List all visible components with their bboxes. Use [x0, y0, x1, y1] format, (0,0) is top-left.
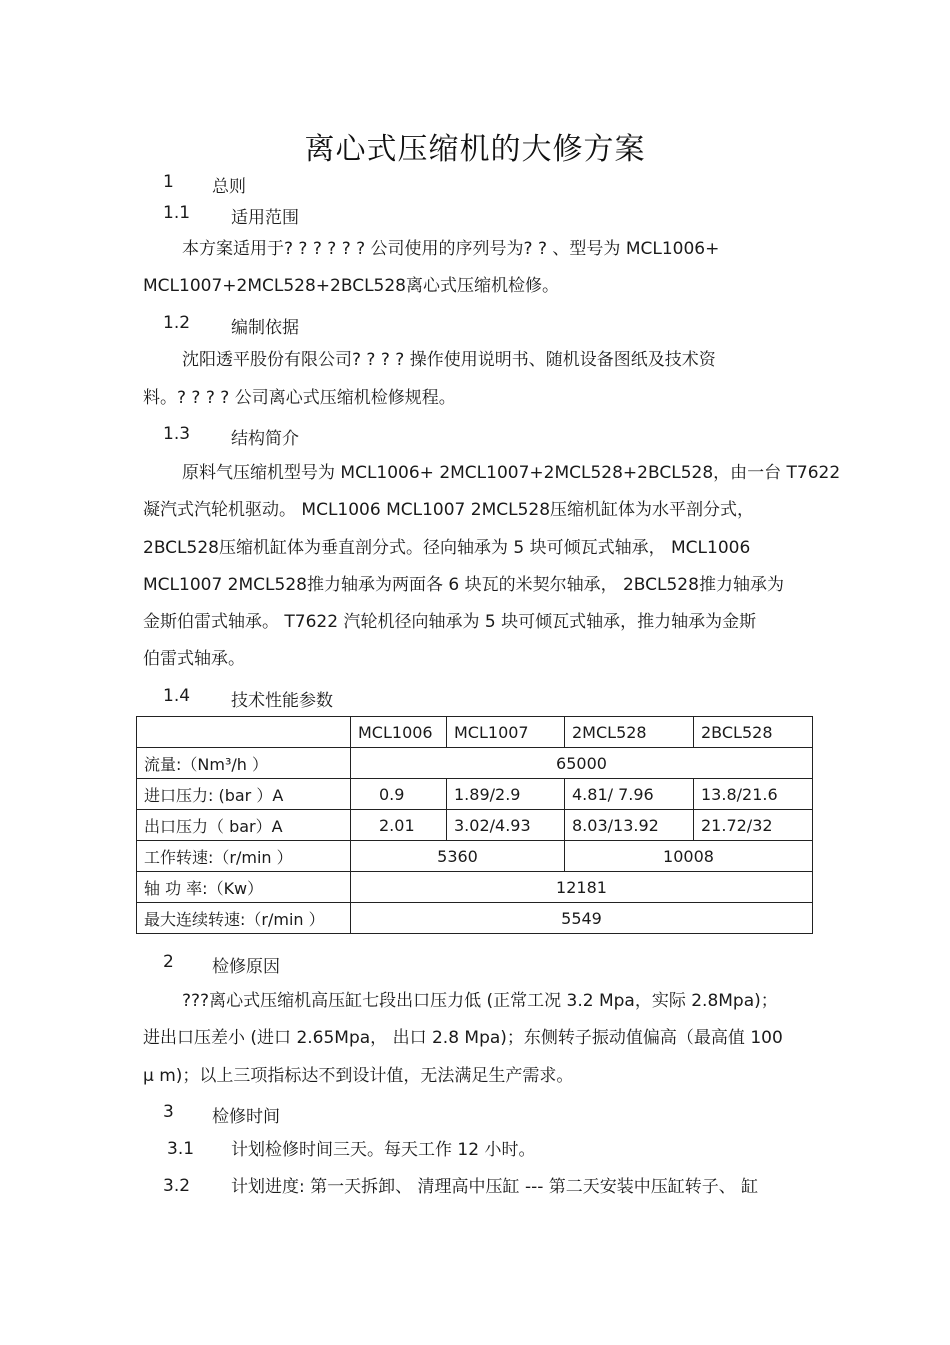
- table-row: [137, 841, 813, 872]
- row-label: 工作转速:（r/min ）: [137, 841, 351, 872]
- table-cell: 21.72/32: [694, 810, 813, 841]
- section-title: 检修时间: [212, 1107, 280, 1127]
- paragraph-line: MCL1007+2MCL528+2BCL528离心式压缩机检修。: [143, 276, 560, 296]
- section-number: 3.2: [163, 1176, 191, 1196]
- paragraph-line: 计划进度: 第一天拆卸、 清理高中压缸 --- 第二天安装中压缸转子、 缸: [231, 1177, 759, 1197]
- table-cell: 13.8/21.6: [694, 779, 813, 810]
- document-title: 离心式压缩机的大修方案: [304, 132, 646, 167]
- paragraph-line: 伯雷式轴承。: [143, 649, 245, 669]
- table-cell: 5360: [351, 841, 565, 872]
- table-cell: 5549: [351, 903, 813, 934]
- paragraph-line: 沈阳透平股份有限公司? ? ? ? 操作使用说明书、随机设备图纸及技术资: [182, 350, 716, 370]
- row-label: 流量:（Nm³/h ）: [137, 748, 351, 779]
- table-cell: 1.89/2.9: [447, 779, 565, 810]
- row-label: 出口压力（ bar）A: [137, 810, 351, 841]
- section-number: 3.1: [167, 1139, 195, 1159]
- table-cell: 3.02/4.93: [447, 810, 565, 841]
- section-title: 适用范围: [231, 208, 299, 228]
- paragraph-line: 原料气压缩机型号为 MCL1006+ 2MCL1007+2MCL528+2BCL528，由一台 T7622: [182, 463, 841, 483]
- section-number: 1.4: [163, 686, 191, 706]
- section-title: 技术性能参数: [231, 691, 333, 711]
- table-header-cell: 2BCL528: [694, 717, 813, 748]
- section-number: 1.3: [163, 424, 191, 444]
- paragraph-line: 计划检修时间三天。每天工作 12 小时。: [231, 1140, 536, 1160]
- paragraph-line: 2BCL528压缩机缸体为垂直剖分式。径向轴承为 5 块可倾瓦式轴承， MCL1006: [143, 538, 751, 558]
- table-row: [137, 903, 813, 934]
- section-title: 总则: [212, 177, 246, 197]
- table-cell: 65000: [351, 748, 813, 779]
- section-number: 1: [163, 172, 174, 192]
- section-title: 结构简介: [231, 429, 299, 449]
- section-number: 3: [163, 1102, 174, 1122]
- paragraph-line: 凝汽式汽轮机驱动。 MCL1006 MCL1007 2MCL528压缩机缸体为水平剖分式，: [143, 500, 755, 520]
- table-cell: 4.81/ 7.96: [565, 779, 694, 810]
- table-cell: 10008: [565, 841, 813, 872]
- table-header-cell: 2MCL528: [565, 717, 694, 748]
- table-row: [137, 872, 813, 903]
- table-row: [137, 748, 813, 779]
- section-number: 2: [163, 952, 174, 972]
- table-header-cell: MCL1006: [351, 717, 447, 748]
- table-cell: 8.03/13.92: [565, 810, 694, 841]
- row-label: 进口压力: (bar ）A: [137, 779, 351, 810]
- paragraph-line: 本方案适用于? ? ? ? ? ? 公司使用的序列号为? ? 、型号为 MCL1006+: [182, 239, 720, 259]
- section-title: 编制依据: [231, 318, 299, 338]
- table-header-cell: MCL1007: [447, 717, 565, 748]
- paragraph-line: μ m)；以上三项指标达不到设计值，无法满足生产需求。: [143, 1066, 574, 1086]
- paragraph-line: ???离心式压缩机高压缸七段出口压力低 (正常工况 3.2 Mpa，实际 2.8Mpa)；: [182, 991, 778, 1011]
- table-cell: 12181: [351, 872, 813, 903]
- table-cell: 0.9: [351, 779, 447, 810]
- paragraph-line: 金斯伯雷式轴承。 T7622 汽轮机径向轴承为 5 块可倾瓦式轴承，推力轴承为金斯: [143, 612, 757, 632]
- paragraph-line: MCL1007 2MCL528推力轴承为两面各 6 块瓦的米契尔轴承， 2BCL528推力轴承为: [143, 575, 784, 595]
- section-title: 检修原因: [212, 957, 280, 977]
- paragraph-line: 料。? ? ? ? 公司离心式压缩机检修规程。: [143, 388, 456, 408]
- table-cell: 2.01: [351, 810, 447, 841]
- paragraph-line: 进出口压差小 (进口 2.65Mpa， 出口 2.8 Mpa)；东侧转子振动值偏高（最高值 100: [143, 1028, 783, 1048]
- table-header-row: [137, 717, 813, 748]
- row-label: 轴 功 率:（Kw）: [137, 872, 351, 903]
- section-number: 1.2: [163, 313, 191, 333]
- table-row: [137, 810, 813, 841]
- table-row: [137, 779, 813, 810]
- performance-parameters-table: [136, 716, 813, 934]
- table-cell: [137, 717, 351, 748]
- section-number: 1.1: [163, 203, 191, 223]
- row-label: 最大连续转速:（r/min ）: [137, 903, 351, 934]
